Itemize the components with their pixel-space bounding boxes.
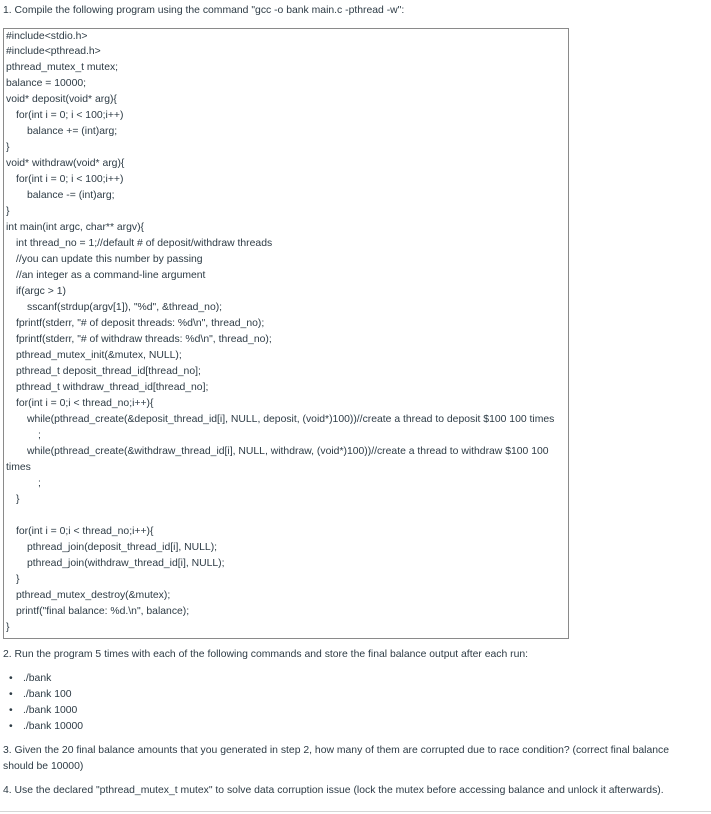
bullet-icon: • (9, 721, 13, 732)
command-text: ./bank (23, 673, 52, 684)
code-line: pthread_join(deposit_thread_id[i], NULL); (27, 542, 218, 553)
code-line: } (16, 574, 20, 585)
list-item (9, 673, 51, 684)
command-text: ./bank 10000 (23, 721, 84, 732)
code-line: fprintf(stderr, "# of deposit threads: %d\n", thread_no); (16, 318, 265, 329)
code-line: printf("final balance: %d.\n", balance); (16, 606, 190, 617)
code-line: balance += (int)arg; (27, 126, 118, 137)
divider (0, 811, 711, 812)
code-line: //you can update this number by passing (16, 254, 203, 265)
code-line: //an integer as a command-line argument (16, 270, 206, 281)
code-line: pthread_mutex_destroy(&mutex); (16, 590, 171, 601)
code-line: if(argc > 1) (16, 286, 66, 297)
question-2-intro: 2. Run the program 5 times with each of the following commands and store the final balance output after each run: (3, 649, 529, 660)
code-line: for(int i = 0;i < thread_no;i++){ (16, 398, 154, 409)
question-4: 4. Use the declared "pthread_mutex_t mutex" to solve data corruption issue (lock the mutex before accessing balance and unlock it afterwards). (3, 785, 664, 796)
code-block (3, 28, 569, 639)
list-item (9, 689, 72, 700)
code-line: balance -= (int)arg; (27, 190, 115, 201)
question-3-line-1: 3. Given the 20 final balance amounts that you generated in step 2, how many of them are corrupted due to race condition? (correct final balance (3, 745, 669, 756)
question-1-intro: 1. Compile the following program using the command "gcc -o bank main.c -pthread -w": (3, 5, 405, 16)
code-line: void* deposit(void* arg){ (6, 94, 117, 105)
code-line: pthread_mutex_init(&mutex, NULL); (16, 350, 182, 361)
code-line: ; (38, 430, 41, 441)
code-line: while(pthread_create(&withdraw_thread_id[i], NULL, withdraw, (void*)100))//create a thread to withdraw $100 100 (27, 446, 549, 457)
code-line: for(int i = 0;i < thread_no;i++){ (16, 526, 154, 537)
code-line: for(int i = 0; i < 100;i++) (16, 110, 124, 121)
command-text: ./bank 100 (23, 689, 72, 700)
code-line: while(pthread_create(&deposit_thread_id[i], NULL, deposit, (void*)100))//create a thread to deposit $100 100 times (27, 414, 555, 425)
list-item (9, 705, 77, 716)
code-line: pthread_t deposit_thread_id[thread_no]; (16, 366, 201, 377)
code-line: sscanf(strdup(argv[1]), "%d", &thread_no); (27, 302, 223, 313)
code-line: #include<pthread.h> (6, 46, 101, 57)
code-line: } (6, 142, 10, 153)
code-line: } (6, 622, 10, 633)
code-line: fprintf(stderr, "# of withdraw threads: %d\n", thread_no); (16, 334, 272, 345)
code-line: balance = 10000; (6, 78, 87, 89)
code-line: times (6, 462, 31, 473)
code-line: } (16, 494, 20, 505)
code-line: void* withdraw(void* arg){ (6, 158, 125, 169)
code-line: #include<stdio.h> (6, 31, 88, 42)
bullet-icon: • (9, 689, 13, 700)
code-line: int main(int argc, char** argv){ (6, 222, 145, 233)
question-3-line-2: should be 10000) (3, 761, 84, 772)
code-line: } (6, 206, 10, 217)
code-line: pthread_join(withdraw_thread_id[i], NULL); (27, 558, 225, 569)
command-text: ./bank 1000 (23, 705, 78, 716)
code-line: int thread_no = 1;//default # of deposit/withdraw threads (16, 238, 273, 249)
bullet-icon: • (9, 705, 13, 716)
bullet-icon: • (9, 673, 13, 684)
list-item (9, 721, 83, 732)
code-line: for(int i = 0; i < 100;i++) (16, 174, 124, 185)
code-line: pthread_mutex_t mutex; (6, 62, 119, 73)
code-line: ; (38, 478, 41, 489)
code-line: pthread_t withdraw_thread_id[thread_no]; (16, 382, 209, 393)
